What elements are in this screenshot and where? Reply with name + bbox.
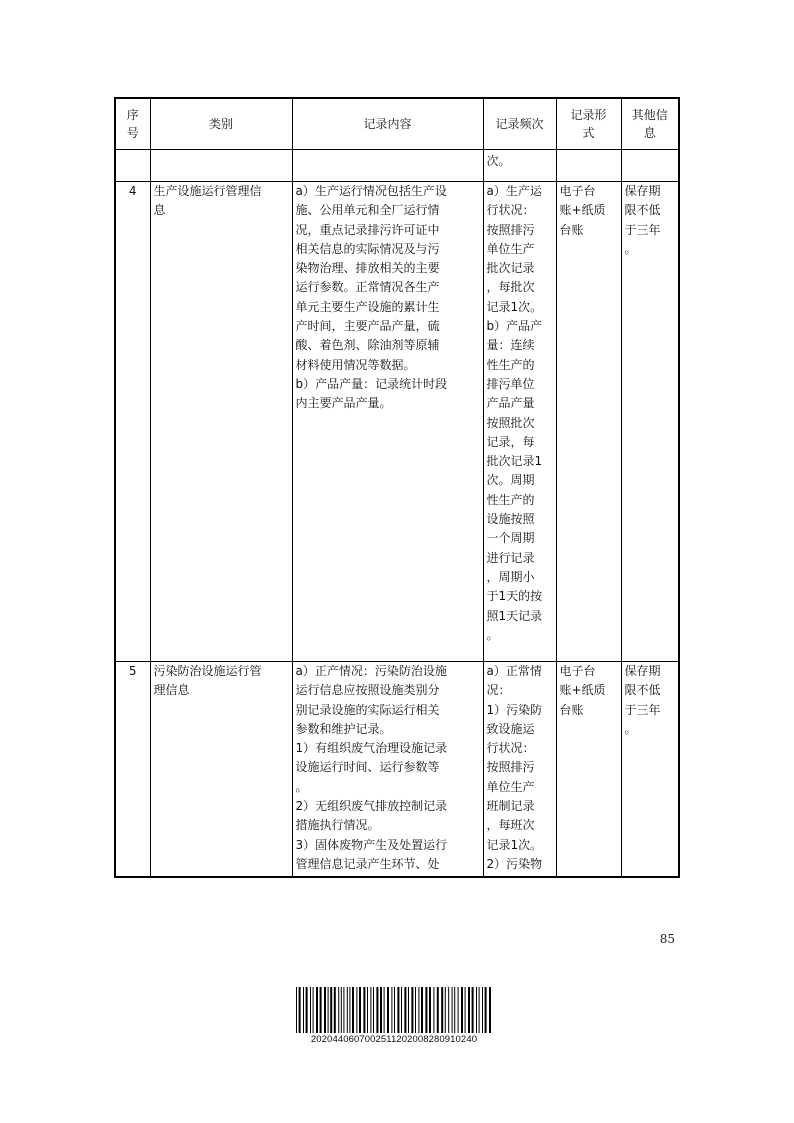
barcode-bar bbox=[356, 987, 357, 1033]
barcode-bar bbox=[343, 987, 344, 1033]
cell-form: 电子台 账+纸质 台账 bbox=[556, 182, 621, 662]
barcode-bar bbox=[468, 987, 470, 1033]
barcode-bar bbox=[411, 987, 413, 1033]
barcode-bar bbox=[476, 987, 477, 1033]
table-row bbox=[115, 150, 679, 182]
table-row bbox=[115, 182, 679, 662]
barcode-bar bbox=[296, 987, 297, 1033]
barcode-bar bbox=[437, 987, 439, 1033]
barcode-image bbox=[295, 987, 493, 1033]
barcode-bar bbox=[320, 987, 322, 1033]
barcode-bar bbox=[328, 987, 329, 1033]
barcode-bar bbox=[408, 987, 409, 1033]
barcode-bar bbox=[401, 987, 402, 1033]
barcode-bar bbox=[397, 987, 399, 1033]
table-row bbox=[115, 662, 679, 878]
barcode-bar bbox=[454, 987, 455, 1033]
record-table bbox=[114, 97, 680, 878]
barcode-bar bbox=[472, 987, 474, 1033]
barcode-bar bbox=[394, 987, 395, 1033]
barcode-bar bbox=[341, 987, 342, 1033]
cell-seq: 5 bbox=[115, 662, 150, 878]
cell-seq: 4 bbox=[115, 182, 150, 662]
barcode-bar bbox=[461, 987, 463, 1033]
barcode-bar bbox=[299, 987, 301, 1033]
cell-content: a）正产情况：污染防治设施 运行信息应按照设施类别分 别记录设施的实际运行相关 参数和维护记录。 1）有组织废气治理设施记录 设施运行时间、运行参数等 。 2）无组织废气排放控制记录 措施执行情况。 3）固体废物产生及处置运行 管理信息记录产生环节、处 bbox=[292, 662, 483, 878]
barcode-bar bbox=[303, 987, 304, 1033]
cell-form: 电子台 账+纸质 台账 bbox=[556, 662, 621, 878]
barcode-number: 2020440607002511202008280910240 bbox=[310, 1034, 478, 1045]
barcode-bar bbox=[479, 987, 480, 1033]
cell-frequency: a）生产运 行状况： 按照排污 单位生产 批次记录 ，每批次 记录1次。 b）产品产 量：连续 性生产的 排污单位 产品产量 按照批次 记录，每 批次记录1 次。周期 性生产的 设施按照 一个周期 进行记录 ，周期小 于1天的按 照1天记录 。 bbox=[483, 182, 556, 662]
barcode-bar bbox=[359, 987, 361, 1033]
barcode-bar bbox=[465, 987, 466, 1033]
cell-seq bbox=[115, 150, 150, 182]
header-frequency: 记录频次 bbox=[483, 98, 556, 150]
header-category: 类别 bbox=[150, 98, 292, 150]
barcode-bar bbox=[330, 987, 332, 1033]
barcode-bar bbox=[306, 987, 308, 1033]
barcode-bar bbox=[489, 987, 491, 1033]
cell-frequency: a）正常情 况： 1）污染防 致设施运 行状况： 按照排污 单位生产 班制记录 ，每班次 记录1次。 2）污染物 bbox=[483, 662, 556, 878]
barcode-bar bbox=[370, 987, 371, 1033]
barcode-bar bbox=[433, 987, 434, 1033]
barcode-bar bbox=[373, 987, 374, 1033]
barcode-bar bbox=[347, 987, 348, 1033]
cell-content: a）生产运行情况包括生产设 施、公用单元和全厂运行情 况，重点记录排污许可证中 相关信息的实际情况及与污 染物治理、排放相关的主要 运行参数。正常情况各生产 单元主要生产设施的累计生 产时间，主要产品产量，硫 酸、着色剂、除油剂等原辅 材料使用情况等数据。 b）产品产量：记录统计时段 内主要产品产量。 bbox=[292, 182, 483, 662]
barcode-bar bbox=[448, 987, 449, 1033]
barcode-bar bbox=[445, 987, 446, 1033]
cell-category: 生产设施运行管理信 息 bbox=[150, 182, 292, 662]
cell-content bbox=[292, 150, 483, 182]
barcode-bar bbox=[418, 987, 419, 1033]
cell-form bbox=[556, 150, 621, 182]
barcode-bar bbox=[485, 987, 487, 1033]
cell-other: 保存期 限不低 于三年 。 bbox=[621, 662, 679, 878]
barcode-bar bbox=[452, 987, 453, 1033]
barcode-bar bbox=[391, 987, 392, 1033]
barcode-bar bbox=[316, 987, 318, 1033]
barcode-bar bbox=[310, 987, 311, 1033]
table-header-row bbox=[115, 98, 679, 150]
header-form: 记录形 式 bbox=[556, 98, 621, 150]
barcode-bar bbox=[363, 987, 365, 1033]
barcode-bar bbox=[367, 987, 368, 1033]
header-content: 记录内容 bbox=[292, 98, 483, 150]
header-seq: 序 号 bbox=[115, 98, 150, 150]
header-other: 其他信 息 bbox=[621, 98, 679, 150]
page-number: 85 bbox=[659, 932, 675, 946]
barcode-bar bbox=[313, 987, 314, 1033]
barcode-bar bbox=[352, 987, 354, 1033]
cell-other: 保存期 限不低 于三年 。 bbox=[621, 182, 679, 662]
barcode-bar bbox=[376, 987, 378, 1033]
barcode-bar bbox=[334, 987, 336, 1033]
barcode-bar bbox=[404, 987, 406, 1033]
cell-other bbox=[621, 150, 679, 182]
barcode-bar bbox=[380, 987, 382, 1033]
barcode-bar bbox=[387, 987, 389, 1033]
barcode-bar bbox=[324, 987, 326, 1033]
cell-category: 污染防治设施运行管 理信息 bbox=[150, 662, 292, 878]
cell-frequency: 次。 bbox=[483, 150, 556, 182]
barcode-bar bbox=[384, 987, 385, 1033]
barcode-bar bbox=[338, 987, 339, 1033]
barcode-bar bbox=[441, 987, 443, 1033]
cell-category bbox=[150, 150, 292, 182]
barcode-bar bbox=[421, 987, 423, 1033]
barcode-bar bbox=[458, 987, 459, 1033]
barcode-bar bbox=[415, 987, 416, 1033]
barcode-bar bbox=[349, 987, 350, 1033]
barcode-bar bbox=[429, 987, 431, 1033]
barcode-bar bbox=[425, 987, 427, 1033]
barcode-bar bbox=[482, 987, 483, 1033]
